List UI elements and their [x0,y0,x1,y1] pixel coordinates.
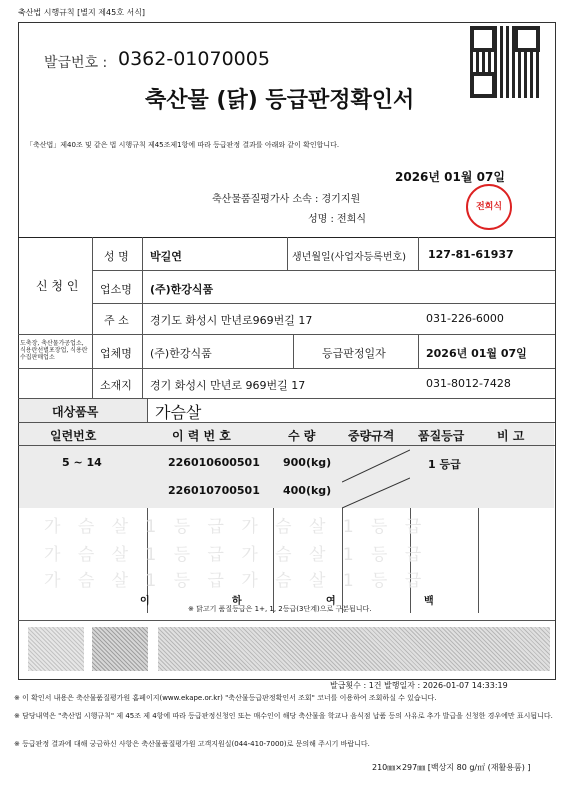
grade-value: 1 등급 [428,458,461,471]
grade-note: ※ 닭고기 품질등급은 1+, 1, 2등급(3단계)으로 구분됩니다. [188,605,372,613]
applicant-section-label: 신 청 인 [36,279,79,293]
evaluator-line: 축산물품질평가사 소속 : 경기지원 [212,194,361,205]
issue-label: 발급번호 : [44,55,108,71]
table-row: 226010700501 [168,484,260,497]
col-weight-spec: 중량규격 [348,429,395,443]
processor-address: 경기 화성시 만년로 969번길 17 [150,379,306,392]
company-name: (주)한강식품 [150,283,214,296]
qr-code-icon [470,26,540,98]
grading-date-label: 등급판정일자 [322,347,386,360]
col-quality-grade: 품질등급 [418,429,465,443]
issue-info: 발급횟수 : 1건 발행일자 : 2026-01-07 14:33:19 [330,681,508,690]
below-marker: 이 [140,596,150,607]
col-serial: 일련번호 [50,429,97,443]
watermark-row: 가 슴 살 1 등 급 가 슴 살 1 등 급 [44,571,428,591]
grading-date: 2026년 01월 07일 [426,347,527,360]
security-pattern-icon [28,627,84,671]
name-label: 성 명 [104,250,129,263]
location-label: 소재지 [100,379,132,392]
col-remarks: 비 고 [497,429,525,443]
applicant-name: 박길연 [150,250,182,263]
security-barcode-icon [158,627,550,671]
processor-section-label: 도축장, 축산물가공업소, 식용란선별포장업, 식용란수집판매업소 [20,340,88,361]
processor-name: (주)한강식품 [150,347,212,360]
table-row-qty: 900(kg) [283,456,332,469]
watermark-row: 가 슴 살 1 등 급 가 슴 살 1 등 급 [44,545,428,565]
diagonal-strike [342,448,410,510]
security-emblem-icon [92,627,148,671]
official-seal-icon: 전희식 [466,184,512,230]
birth-label: 생년월일(사업자등록번호) [292,252,407,263]
company-label: 업소명 [100,283,132,296]
paper-spec: 210㎜×297㎜ [백상지 80 g/㎡ (재활용품) ] [372,763,531,772]
applicant-address: 경기도 화성시 만년로969번길 17 [150,314,313,327]
below-marker: 하 [232,596,242,607]
business-number: 127-81-61937 [428,248,514,261]
evaluator-name: 성명 : 전희식 [308,214,367,225]
below-marker: 백 [424,596,434,607]
processor-phone: 031-8012-7428 [426,377,511,390]
note-3: ※ 등급판정 결과에 대해 궁금하신 사항은 축산물품질평가원 고객지원실(044-410-7000)로 문의해 주시기 바랍니다. [14,740,370,748]
form-reference: 축산법 시행규칙 [별지 제45호 서식] [18,8,146,17]
document-title: 축산물 (닭) 등급판정확인서 [145,88,415,113]
issue-date: 2026년 01월 07일 [395,170,505,184]
table-header-row [19,423,554,445]
processor-name-label: 업체명 [100,347,132,360]
applicant-phone: 031-226-6000 [426,312,504,325]
item-value: 가슴살 [155,403,202,422]
item-label: 대상품목 [52,405,99,419]
issue-number: 0362-01070005 [118,48,270,70]
serial-range: 5 ~ 14 [62,456,102,469]
below-marker: 여 [326,596,336,607]
note-2: ※ 담당내역은 "축산법 시행규칙" 제 45조 제 4항에 따라 등급판정신청인 또는 매수인이 해당 축산물을 학교나 음식점 납품 등의 사유로 추가 발급을 신청한 경우에만 표시됩니다. [14,712,553,720]
watermark-row: 가 슴 살 1 등 급 가 슴 살 1 등 급 [44,517,428,537]
table-row-qty: 400(kg) [283,484,332,497]
address-label: 주 소 [104,314,129,327]
col-quantity: 수 량 [288,429,316,443]
table-row: 226010600501 [168,456,260,469]
col-trace-number: 이 력 번 호 [172,429,231,443]
intro-text: 「축산법」제40조 및 같은 법 시행규칙 제45조제1항에 따라 등급판정 결과를 아래와 같이 확인합니다. [26,141,340,149]
note-1: ※ 이 확인서 내용은 축산물품질평가원 홈페이지(www.ekape.or.kr) "축산물등급판정확인서 조회" 코너를 이용하여 조회하실 수 있습니다. [14,694,437,702]
